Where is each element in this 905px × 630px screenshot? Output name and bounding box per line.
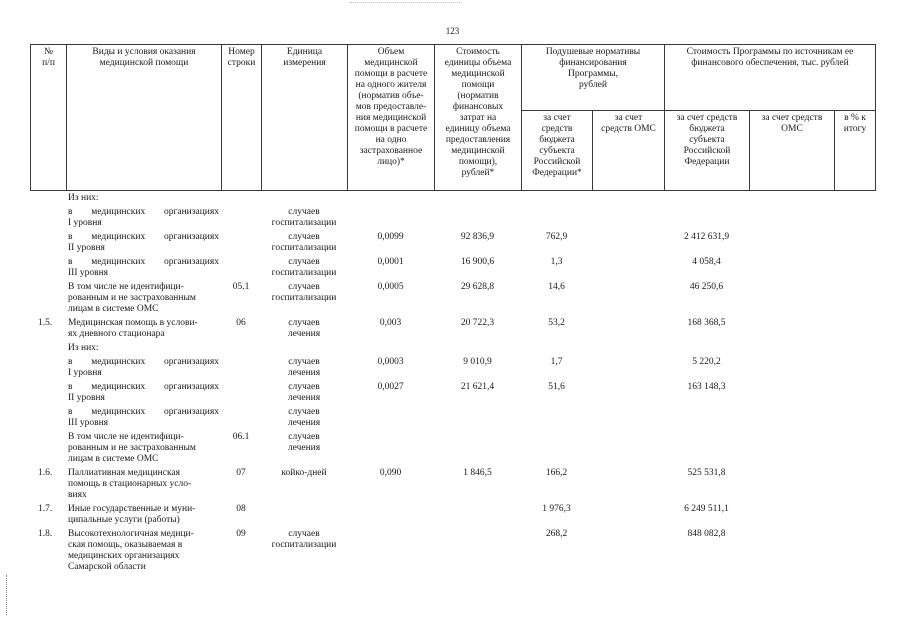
row-volume: 0,003: [379, 318, 402, 328]
row-program-budget: 6 249 511,1: [684, 504, 729, 514]
table-row: [30, 282, 875, 318]
row-program-oms: [749, 232, 834, 257]
row-number: [30, 357, 66, 382]
row-volume: 0,0027: [377, 382, 404, 392]
table-row: [30, 318, 875, 343]
row-line-number: 07: [236, 468, 246, 478]
header-volume: Объем медицинской помощи в расчете на одного жителя (норматив объе- мов предоставле- ния медицинской помощи в расчете на одно застрахованное лицо)*: [348, 45, 435, 191]
row-unit: случаев лечения: [287, 318, 321, 339]
row-program-oms: [749, 407, 834, 432]
row-volume: [347, 193, 434, 207]
row-program-oms: [749, 357, 834, 382]
row-program-oms: [749, 432, 834, 468]
row-percap-budget: 53,2: [548, 318, 565, 328]
row-program-oms: [749, 382, 834, 407]
row-percap-budget: [521, 432, 592, 468]
row-percap-budget: 1 976,3: [542, 504, 571, 514]
table-row: [30, 193, 875, 207]
row-percap-oms: [592, 318, 664, 343]
row-program-pct: [834, 357, 875, 382]
row-program-pct: [834, 468, 875, 504]
row-percap-budget: 166,2: [545, 468, 568, 478]
row-line-number: 05.1: [232, 282, 250, 292]
row-cost: [434, 432, 521, 468]
row-name: Из них:: [68, 193, 99, 203]
row-name: Иные государственные и муни- ципальные услуги (работы): [68, 504, 196, 525]
row-number: [30, 232, 66, 257]
row-line-number: [221, 232, 261, 257]
row-program-oms: [749, 468, 834, 504]
row-number: 1.7.: [38, 504, 53, 514]
table-body: [30, 193, 875, 576]
row-program-budget: 5 220,2: [692, 357, 721, 367]
row-line-number: [221, 382, 261, 407]
row-unit: [261, 343, 347, 357]
table-row: [30, 343, 875, 357]
row-unit: случаев лечения: [287, 357, 321, 378]
row-unit: койко-дней: [281, 468, 327, 478]
row-name: в медицинских организациях III уровня: [68, 407, 219, 428]
row-line-number: [221, 407, 261, 432]
row-cost: 29 628,8: [460, 282, 495, 292]
header-program-pct: в % к итогу: [835, 111, 876, 191]
table-row: [30, 529, 875, 576]
row-volume: [347, 207, 434, 232]
row-unit: случаев лечения: [287, 382, 321, 403]
table-row: [30, 468, 875, 504]
row-line-number: [221, 207, 261, 232]
row-cost: [434, 529, 521, 576]
row-program-budget: [664, 432, 749, 468]
row-program-budget: 168 368,5: [687, 318, 726, 328]
scan-artifact: [350, 2, 460, 5]
row-line-number: 08: [236, 504, 246, 514]
row-number: 1.5.: [38, 318, 53, 328]
row-volume: [347, 407, 434, 432]
row-number: [30, 432, 66, 468]
header-percap-oms: за счет средств ОМС: [593, 111, 665, 191]
row-number: [30, 382, 66, 407]
row-unit: [261, 504, 347, 529]
row-name: Высокотехнологичная медици- ская помощь, оказываемая в медицинских организациях Самарской области: [68, 529, 194, 572]
row-program-pct: [834, 232, 875, 257]
header-percap: Подушевые нормативы финансирования Программы, рублей: [522, 45, 665, 111]
row-percap-oms: [592, 193, 664, 207]
row-name: в медицинских организациях I уровня: [68, 207, 219, 228]
row-volume: 0,0003: [377, 357, 404, 367]
row-line-number: 06: [236, 318, 246, 328]
row-number: [30, 407, 66, 432]
row-program-pct: [834, 207, 875, 232]
table-row: [30, 357, 875, 382]
row-program-pct: [834, 257, 875, 282]
row-number: [30, 207, 66, 232]
row-number: 1.6.: [38, 468, 53, 478]
header-num: № п/п: [31, 45, 67, 191]
row-cost: [434, 207, 521, 232]
row-unit: случаев госпитализации: [271, 282, 337, 303]
row-program-oms: [749, 282, 834, 318]
row-percap-budget: [521, 343, 592, 357]
header-program-oms: за счет средств ОМС: [750, 111, 835, 191]
row-cost: 9 010,9: [463, 357, 492, 367]
table-row: [30, 382, 875, 407]
row-program-pct: [834, 282, 875, 318]
row-program-pct: [834, 193, 875, 207]
row-program-oms: [749, 529, 834, 576]
row-percap-oms: [592, 432, 664, 468]
row-percap-oms: [592, 343, 664, 357]
row-line-number: 06.1: [232, 432, 250, 442]
row-program-budget: [664, 207, 749, 232]
row-cost: [434, 343, 521, 357]
row-percap-budget: [521, 407, 592, 432]
row-cost: 20 722,3: [460, 318, 495, 328]
header-percap-budget: за счет средств бюджета субъекта Российской Федерации*: [522, 111, 593, 191]
row-name: Медицинская помощь в услови- ях дневного стационара: [68, 318, 198, 339]
row-program-budget: [664, 193, 749, 207]
row-line-number: [221, 343, 261, 357]
table-row: [30, 232, 875, 257]
row-percap-oms: [592, 207, 664, 232]
row-cost: [434, 504, 521, 529]
row-program-budget: 2 412 631,9: [683, 232, 730, 242]
header-name: Виды и условия оказания медицинской помощи: [67, 45, 222, 191]
row-unit: случаев госпитализации: [271, 207, 337, 228]
row-percap-budget: 762,9: [545, 232, 568, 242]
row-volume: 0,090: [379, 468, 402, 478]
header-program-budget: за счет средств бюджета субъекта Российской Федерации: [665, 111, 750, 191]
row-volume: 0,0099: [377, 232, 404, 242]
row-cost: 1 846,5: [463, 468, 492, 478]
row-percap-budget: 14,6: [548, 282, 565, 292]
table-row: [30, 432, 875, 468]
row-unit: случаев лечения: [287, 432, 321, 453]
row-program-pct: [834, 343, 875, 357]
header-program: Стоимость Программы по источникам ее финансового обеспечения, тыс. рублей: [665, 45, 876, 111]
row-program-budget: 163 148,3: [687, 382, 726, 392]
row-unit: случаев госпитализации: [271, 529, 337, 550]
row-percap-oms: [592, 468, 664, 504]
row-program-budget: 525 531,8: [687, 468, 726, 478]
row-cost: [434, 193, 521, 207]
row-volume: [347, 343, 434, 357]
row-unit: случаев госпитализации: [271, 232, 337, 253]
row-program-budget: 4 058,4: [692, 257, 721, 267]
table-header: [30, 44, 876, 191]
row-unit: случаев госпитализации: [271, 257, 337, 278]
row-percap-oms: [592, 504, 664, 529]
row-program-pct: [834, 382, 875, 407]
row-percap-oms: [592, 407, 664, 432]
row-number: 1.8.: [38, 529, 53, 539]
row-program-oms: [749, 504, 834, 529]
row-volume: 0,0005: [377, 282, 404, 292]
row-program-pct: [834, 318, 875, 343]
row-program-oms: [749, 343, 834, 357]
row-cost: 16 900,6: [460, 257, 495, 267]
row-percap-oms: [592, 257, 664, 282]
row-volume: [347, 504, 434, 529]
row-program-budget: [664, 407, 749, 432]
header-cost: Стоимость единицы объема медицинской помощи (норматив финансовых затрат на единицу объема предоставления медицинской помощи), рублей*: [435, 45, 522, 191]
row-number: [30, 257, 66, 282]
row-name: в медицинских организациях III уровня: [68, 257, 219, 278]
row-percap-oms: [592, 232, 664, 257]
row-percap-budget: 1,3: [550, 257, 563, 267]
row-percap-oms: [592, 529, 664, 576]
row-name: в медицинских организациях II уровня: [68, 382, 219, 403]
row-program-budget: 848 082,8: [687, 529, 726, 539]
row-percap-budget: 51,6: [548, 382, 565, 392]
header-unit: Единица измерения: [262, 45, 348, 191]
row-percap-oms: [592, 382, 664, 407]
row-percap-budget: [521, 207, 592, 232]
row-program-oms: [749, 318, 834, 343]
row-percap-budget: [521, 193, 592, 207]
row-percap-oms: [592, 357, 664, 382]
row-volume: [347, 432, 434, 468]
row-percap-budget: 1,7: [550, 357, 563, 367]
scan-margin-mark: [6, 575, 9, 615]
row-line-number: 09: [236, 529, 246, 539]
row-program-budget: [664, 343, 749, 357]
row-program-pct: [834, 529, 875, 576]
row-line-number: [221, 357, 261, 382]
row-volume: 0,0001: [377, 257, 404, 267]
table-row: [30, 207, 875, 232]
row-program-pct: [834, 504, 875, 529]
header-row: Номер строки: [222, 45, 262, 191]
table-row: [30, 407, 875, 432]
row-program-pct: [834, 407, 875, 432]
row-volume: [347, 529, 434, 576]
row-unit: случаев лечения: [287, 407, 321, 428]
row-name: В том числе не идентифици- рованным и не застрахованным лицам в системе ОМС: [68, 282, 196, 314]
row-name: в медицинских организациях II уровня: [68, 232, 219, 253]
row-line-number: [221, 257, 261, 282]
row-name: в медицинских организациях I уровня: [68, 357, 219, 378]
row-number: [30, 343, 66, 357]
row-program-oms: [749, 257, 834, 282]
row-program-oms: [749, 193, 834, 207]
table-row: [30, 504, 875, 529]
row-program-oms: [749, 207, 834, 232]
row-cost: [434, 407, 521, 432]
row-number: [30, 282, 66, 318]
row-program-pct: [834, 432, 875, 468]
table-row: [30, 257, 875, 282]
row-percap-oms: [592, 282, 664, 318]
row-program-budget: 46 250,6: [689, 282, 724, 292]
row-name: Из них:: [68, 343, 99, 353]
row-cost: 92 836,9: [460, 232, 495, 242]
row-name: В том числе не идентифици- рованным и не застрахованным лицам в системе ОМС: [68, 432, 196, 464]
page-number: 123: [445, 26, 460, 36]
row-number: [30, 193, 66, 207]
row-line-number: [221, 193, 261, 207]
row-percap-budget: 268,2: [545, 529, 568, 539]
row-name: Паллиативная медицинская помощь в стационарных усло- виях: [68, 468, 192, 500]
row-unit: [261, 193, 347, 207]
row-cost: 21 621,4: [460, 382, 495, 392]
